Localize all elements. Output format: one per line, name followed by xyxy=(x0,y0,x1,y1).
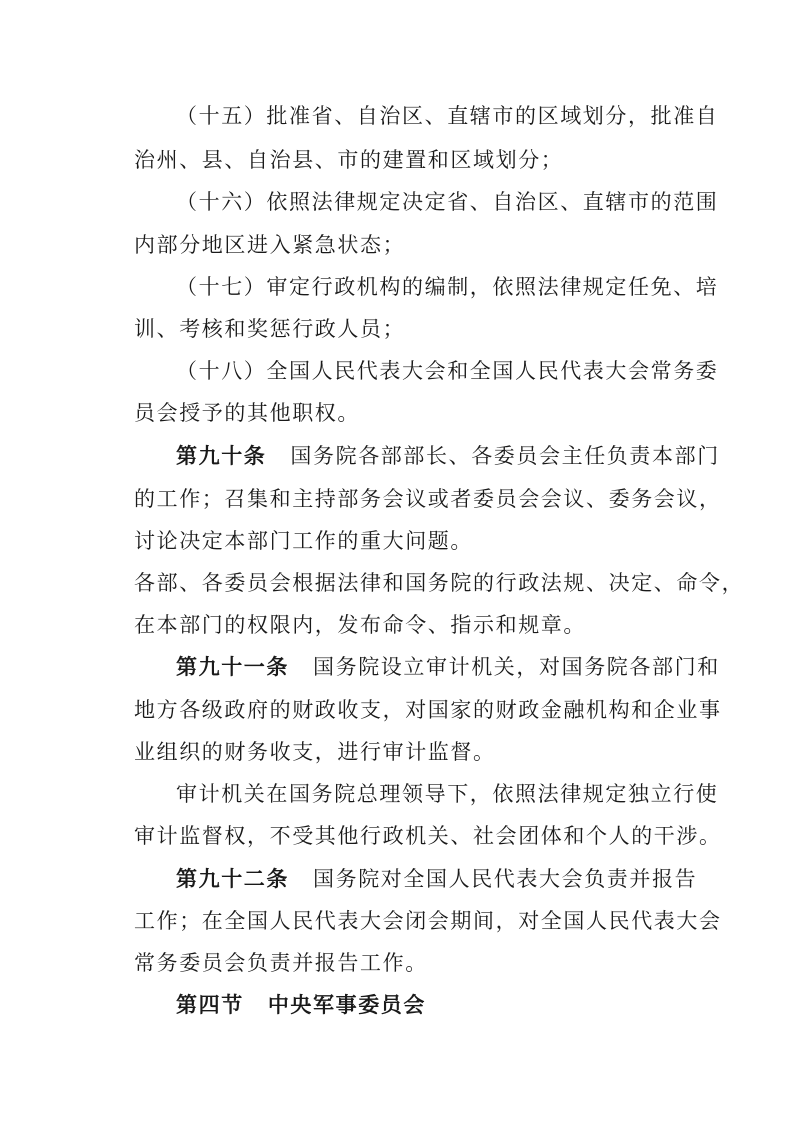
article-92-text-1: 国务院对全国人民代表大会负责并报告 xyxy=(313,867,698,891)
article-91-line-3: 业组织的财务收支，进行审计监督。 xyxy=(134,740,496,764)
item-18-line-2: 员会授予的其他职权。 xyxy=(134,401,360,425)
item-16-line-2: 内部分地区进入紧急状态； xyxy=(134,233,406,257)
item-18-line-1: （十八）全国人民代表大会和全国人民代表大会常务委 xyxy=(176,359,719,383)
section-title: 中央军事委员会 xyxy=(267,993,427,1017)
article-90-line-1 xyxy=(176,441,720,471)
article-91-para2-line-2: 审计监督权，不受其他行政机关、社会团体和个人的干涉。 xyxy=(134,824,722,848)
article-90-line-2: 的工作；召集和主持部务会议或者委员会会议、委务会议， xyxy=(134,487,722,511)
article-90-line-4: 各部、各委员会根据法律和国务院的行政法规、决定、命令， xyxy=(134,571,745,595)
article-92-line-1 xyxy=(176,864,697,894)
item-16-line-1: （十六）依照法律规定决定省、自治区、直辖市的范围 xyxy=(176,190,719,214)
article-90-title: 第九十条 xyxy=(176,444,267,468)
article-92-line-3: 常务委员会负责并报告工作。 xyxy=(134,951,428,975)
item-15-line-2: 治州、县、自治县、市的建置和区域划分； xyxy=(134,148,564,172)
article-90-text-1: 国务院各部部长、各委员会主任负责本部门 xyxy=(290,444,720,468)
article-92-title: 第九十二条 xyxy=(176,867,289,891)
item-17-line-2: 训、考核和奖惩行政人员； xyxy=(134,317,406,341)
article-91-title: 第九十一条 xyxy=(176,655,289,679)
section-label: 第四节 xyxy=(176,993,244,1017)
article-90-line-5: 在本部门的权限内，发布命令、指示和规章。 xyxy=(134,613,586,637)
section-heading xyxy=(176,990,426,1020)
article-91-line-1 xyxy=(176,652,720,682)
item-17-line-1: （十七）审定行政机构的编制，依照法律规定任免、培 xyxy=(176,275,719,299)
article-91-line-2: 地方各级政府的财政收支，对国家的财政金融机构和企业事 xyxy=(134,698,722,722)
article-91-text-1: 国务院设立审计机关，对国务院各部门和 xyxy=(313,655,720,679)
item-15-line-1: （十五）批准省、自治区、直辖市的区域划分，批准自 xyxy=(176,104,719,128)
article-90-line-3: 讨论决定本部门工作的重大问题。 xyxy=(134,529,473,553)
article-91-para2-line-1: 审计机关在国务院总理领导下，依照法律规定独立行使 xyxy=(176,782,719,806)
article-92-line-2: 工作；在全国人民代表大会闭会期间，对全国人民代表大会 xyxy=(134,909,722,933)
